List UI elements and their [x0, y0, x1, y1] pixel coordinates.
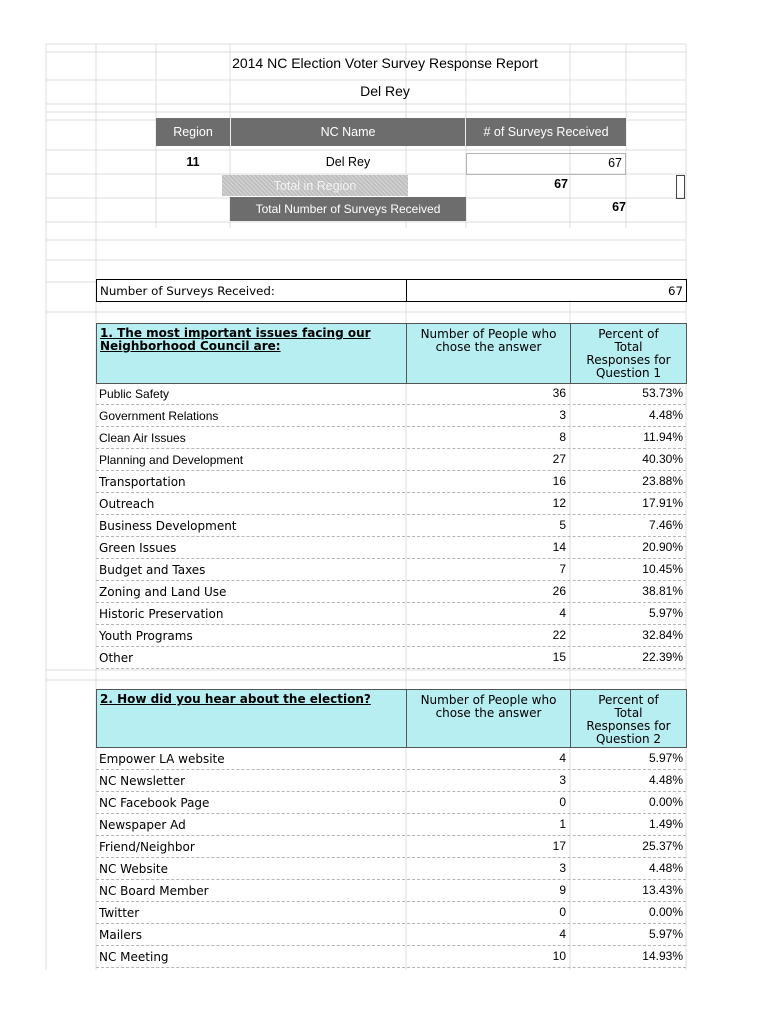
row-label: Government Relations	[99, 409, 219, 423]
row-label: NC Meeting	[99, 950, 169, 964]
row-label: NC Website	[99, 862, 169, 876]
report-subtitle: Del Rey	[360, 83, 410, 99]
surveys-received-count: 67	[406, 279, 687, 302]
table-row	[96, 470, 686, 493]
row-label: Youth Programs	[99, 629, 193, 643]
row-label: NC Board Member	[99, 884, 209, 898]
row-count: 0	[559, 905, 566, 919]
row-count: 7	[559, 562, 566, 576]
table-row	[96, 404, 686, 427]
row-percent: 25.37%	[642, 839, 683, 853]
row-percent: 53.73%	[642, 386, 683, 400]
total-in-region-label: Total in Region	[222, 175, 408, 196]
table-row	[96, 945, 686, 968]
row-percent: 5.97%	[648, 927, 683, 941]
q2-percent-header: Percent of Total Responses for Question 2	[570, 689, 687, 748]
row-percent: 40.30%	[642, 452, 683, 466]
table-row	[96, 426, 686, 449]
total-received-value: 67	[612, 200, 626, 214]
row-percent: 4.48%	[648, 773, 683, 787]
row-label: Mailers	[99, 928, 142, 942]
row-count: 15	[552, 650, 566, 664]
row-count: 14	[552, 540, 566, 554]
region-value: 11	[186, 155, 200, 169]
row-percent: 10.45%	[642, 562, 683, 576]
table-row	[96, 580, 686, 603]
row-percent: 0.00%	[648, 905, 683, 919]
q2-title: 2. How did you hear about the election?	[96, 689, 407, 748]
row-count: 3	[559, 773, 566, 787]
row-percent: 13.43%	[642, 883, 683, 897]
table-row	[96, 382, 686, 405]
row-label: Business Development	[99, 519, 237, 533]
row-percent: 4.48%	[648, 861, 683, 875]
row-count: 10	[552, 949, 566, 963]
table-row	[96, 536, 686, 559]
table-row	[96, 646, 686, 669]
row-count: 5	[559, 518, 566, 532]
row-percent: 32.84%	[642, 628, 683, 642]
total-received-label: Total Number of Surveys Received	[230, 197, 466, 221]
row-percent: 5.97%	[648, 606, 683, 620]
row-count: 4	[559, 751, 566, 765]
row-label: Green Issues	[99, 541, 177, 555]
table-row	[96, 492, 686, 515]
row-percent: 0.00%	[648, 795, 683, 809]
row-percent: 20.90%	[642, 540, 683, 554]
table-row	[96, 879, 686, 902]
row-count: 0	[559, 795, 566, 809]
row-percent: 17.91%	[642, 496, 683, 510]
row-count: 4	[559, 606, 566, 620]
row-label: Empower LA website	[99, 752, 225, 766]
row-label: Clean Air Issues	[99, 431, 186, 445]
surveys-received-header: # of Surveys Received	[466, 118, 626, 146]
q1-percent-header: Percent of Total Responses for Question 1	[570, 323, 687, 384]
row-percent: 7.46%	[648, 518, 683, 532]
row-count: 12	[552, 496, 566, 510]
row-count: 1	[559, 817, 566, 831]
table-row	[96, 624, 686, 647]
row-count: 16	[552, 474, 566, 488]
table-row	[96, 602, 686, 625]
row-count: 22	[552, 628, 566, 642]
q2-count-header: Number of People who chose the answer	[406, 689, 571, 748]
row-count: 8	[559, 430, 566, 444]
row-label: Public Safety	[99, 387, 170, 401]
q1-count-header: Number of People who chose the answer	[406, 323, 571, 384]
surveys-received-value: 67	[466, 153, 626, 175]
row-percent: 22.39%	[642, 650, 683, 664]
row-label: Historic Preservation	[99, 607, 224, 621]
table-row	[96, 514, 686, 537]
row-label: Twitter	[99, 906, 140, 920]
row-count: 4	[559, 927, 566, 941]
region-header: Region	[156, 118, 230, 146]
row-percent: 5.97%	[648, 751, 683, 765]
row-percent: 1.49%	[648, 817, 683, 831]
row-label: Friend/Neighbor	[99, 840, 195, 854]
row-label: Outreach	[99, 497, 155, 511]
table-row	[96, 813, 686, 836]
row-percent: 23.88%	[642, 474, 683, 488]
row-label: Newspaper Ad	[99, 818, 186, 832]
row-label: Planning and Development	[99, 453, 244, 467]
row-percent: 38.81%	[642, 584, 683, 598]
report-title: 2014 NC Election Voter Survey Response Report	[232, 55, 538, 71]
row-count: 27	[552, 452, 566, 466]
row-count: 36	[552, 386, 566, 400]
table-row	[96, 791, 686, 814]
row-count: 3	[559, 861, 566, 875]
row-percent: 4.48%	[648, 408, 683, 422]
table-row	[96, 923, 686, 946]
table-row	[96, 747, 686, 770]
row-label: NC Facebook Page	[99, 796, 210, 810]
table-row	[96, 769, 686, 792]
nc-name-value: Del Rey	[325, 155, 371, 169]
row-count: 26	[552, 584, 566, 598]
cell-selection-marker	[676, 175, 685, 199]
row-count: 17	[552, 839, 566, 853]
surveys-received-label: Number of Surveys Received:	[96, 279, 407, 302]
table-row	[96, 558, 686, 581]
row-label: Transportation	[99, 475, 186, 489]
q1-title: 1. The most important issues facing our Neighborhood Council are:	[96, 323, 407, 384]
nc-name-header: NC Name	[231, 118, 465, 146]
table-row	[96, 901, 686, 924]
row-label: NC Newsletter	[99, 774, 186, 788]
row-label: Budget and Taxes	[99, 563, 206, 577]
row-label: Zoning and Land Use	[99, 585, 227, 599]
table-row	[96, 448, 686, 471]
row-percent: 11.94%	[643, 430, 683, 444]
row-count: 9	[559, 883, 566, 897]
table-row	[96, 857, 686, 880]
row-percent: 14.93%	[642, 949, 683, 963]
row-count: 3	[559, 408, 566, 422]
total-in-region-value: 67	[554, 177, 568, 191]
table-row	[96, 835, 686, 858]
row-label: Other	[99, 651, 134, 665]
